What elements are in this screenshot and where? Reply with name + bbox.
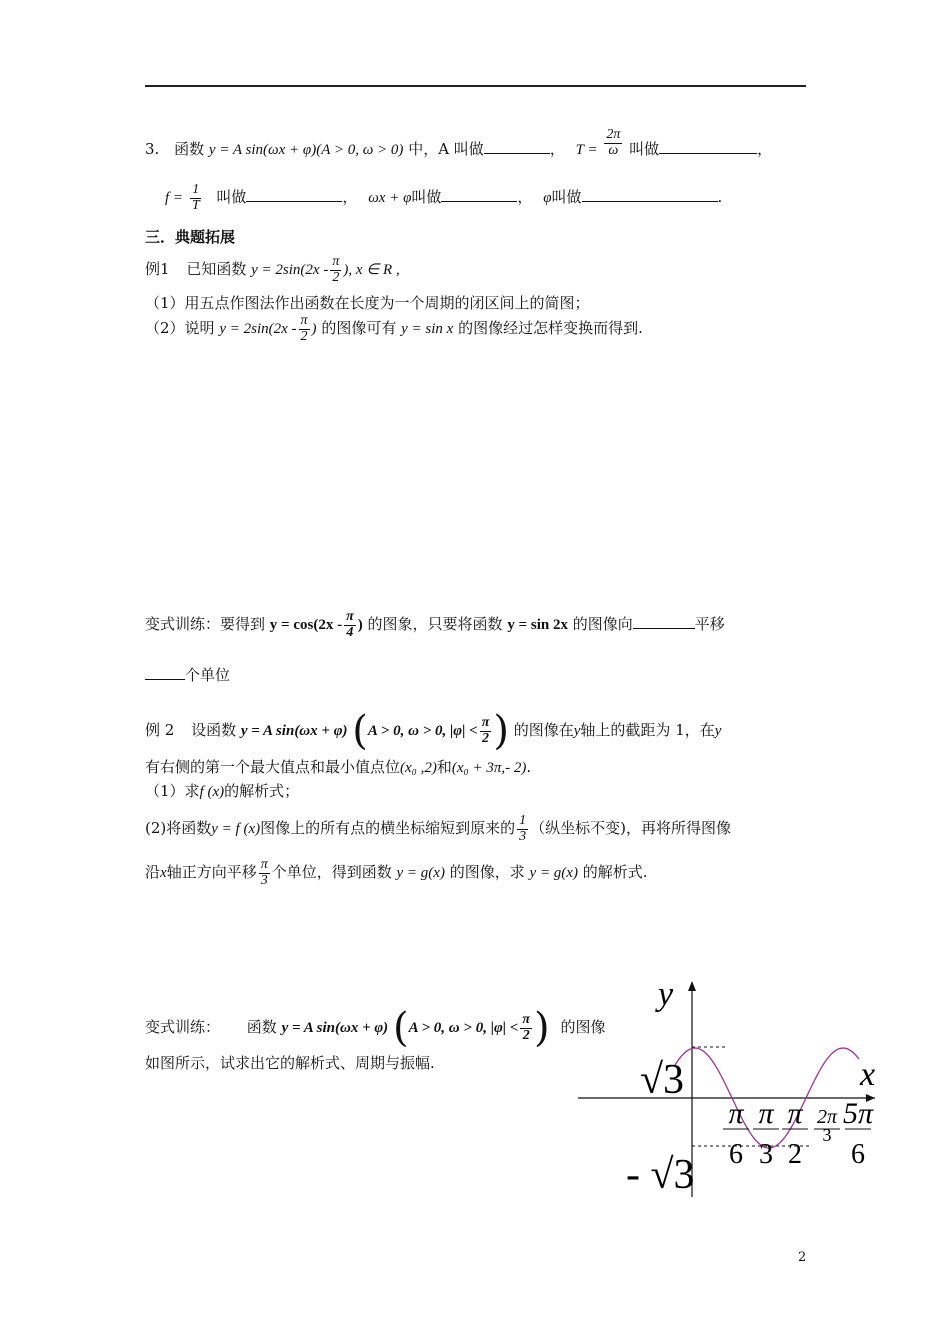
example-text: 和 xyxy=(436,758,452,776)
example-text: 已知函数 xyxy=(186,260,247,279)
q3-text: ， xyxy=(549,140,565,158)
pi-over-2-fraction xyxy=(299,314,310,344)
part-text: 的图像经过怎样变换而得到. xyxy=(458,319,643,338)
part2-formula: y = 2sin(2x - xyxy=(219,321,297,338)
example-text: 轴上的截距为 1，在 xyxy=(580,721,715,739)
phi-symbol: φ xyxy=(543,190,552,207)
tick-denominator: 3 xyxy=(759,1139,773,1170)
example1-part2 xyxy=(145,314,643,344)
left-paren: ( xyxy=(392,1005,409,1051)
phase-formula: ωx + φ xyxy=(368,190,412,207)
variant1-line1 xyxy=(145,610,725,640)
example2-part2 xyxy=(145,814,731,844)
part-text: （1）求 xyxy=(145,782,200,800)
q3-text: ， xyxy=(517,188,533,207)
example2-formula: y = A sin(ωx + φ) xyxy=(240,723,348,739)
variant-text: 函数 xyxy=(246,1018,277,1036)
right-paren: ) xyxy=(534,1005,550,1051)
part-text: 图像上的所有点的横坐标缩短到原来的 xyxy=(260,819,516,838)
frac-numerator: π xyxy=(522,1011,531,1027)
variant-text: 的图像 xyxy=(560,1018,606,1036)
T-equation: T = xyxy=(575,142,598,158)
x-symbol: x xyxy=(160,865,167,882)
pi-over-3-fraction xyxy=(259,858,270,888)
example1-formula: y = 2sin(2x - xyxy=(251,262,329,279)
variant2-formula: y = A sin(ωx + φ) xyxy=(281,1020,389,1036)
part-text: （2）说明 xyxy=(145,319,215,338)
answer-blank[interactable] xyxy=(484,139,550,154)
example-text: 有右侧的第一个最大值点和最小值点位 xyxy=(145,758,401,776)
frac-numerator: 1 xyxy=(519,813,527,828)
tick-numerator: π xyxy=(728,1097,744,1130)
sin-formula: y = sin x xyxy=(401,321,454,338)
variant2-line2: 如图所示，试求出它的解析式、周期与振幅. xyxy=(145,1054,435,1072)
part-text: 个单位，得到函数 xyxy=(271,863,392,882)
frac-denominator: T xyxy=(191,197,200,213)
frac-denominator: 3 xyxy=(519,828,527,844)
sqrt3-label: √3 xyxy=(640,1057,685,1103)
y-axis-label: y xyxy=(658,976,674,1013)
frac-numerator: π xyxy=(481,714,490,730)
q3-formula: y = A sin(ωx + φ)(A > 0, ω > 0) xyxy=(208,142,404,158)
y-symbol: y xyxy=(714,723,722,739)
cos-formula-tail: ) xyxy=(357,617,363,634)
frac-denominator: 2 xyxy=(332,269,340,285)
f-equation: f = xyxy=(165,190,184,207)
part-text: 的图像可有 xyxy=(321,319,397,338)
example1-part1: （1）用五点作图法作出函数在长度为一个周期的闭区间上的简图； xyxy=(145,294,590,312)
frac-numerator: π xyxy=(300,313,308,328)
variant-text: 的图象，只要将函数 xyxy=(367,615,503,634)
example1-statement xyxy=(145,255,400,285)
f-of-x: y = f (x) xyxy=(211,821,261,838)
q3-line2 xyxy=(165,183,722,213)
frac-numerator: π xyxy=(260,857,268,872)
tick-numerator: π xyxy=(787,1097,803,1130)
frac-numerator: π xyxy=(332,254,340,269)
variant-text: 变式训练：要得到 xyxy=(145,615,266,634)
right-paren: ) xyxy=(493,708,509,754)
answer-blank[interactable] xyxy=(633,614,695,629)
example-text: 设函数 xyxy=(191,721,237,739)
variant2-line1 xyxy=(145,1005,605,1051)
one-third-fraction xyxy=(517,814,528,844)
frac-numerator: 1 xyxy=(192,182,200,197)
min-point: (x₀ + 3π,- 2) xyxy=(451,760,527,776)
neg-sqrt3-label: - √3 xyxy=(626,1152,695,1198)
q3-text: 叫做 xyxy=(551,188,582,207)
answer-blank[interactable] xyxy=(246,187,342,202)
q3-text: 函数 xyxy=(174,140,205,158)
q3-text: . xyxy=(717,188,723,207)
tick-numerator: 2π xyxy=(816,1106,838,1128)
part2-formula-tail: ) xyxy=(311,321,317,338)
q3-text: ， xyxy=(757,140,773,158)
page-number: 2 xyxy=(798,1250,807,1265)
pi-over-4-fraction xyxy=(344,610,356,640)
q3-text: ， xyxy=(342,188,358,207)
g-of-x: y = g(x) xyxy=(396,865,445,882)
tick-numerator: 5π xyxy=(842,1097,874,1130)
part-text: 轴正方向平移 xyxy=(166,863,257,882)
pi-over-2-fraction xyxy=(330,255,341,285)
x-axis-label: x xyxy=(860,1056,876,1093)
example2-line5 xyxy=(145,858,648,888)
tick-numerator: π xyxy=(758,1097,774,1130)
frac-numerator: 2π xyxy=(606,126,621,142)
example-text: . xyxy=(526,758,532,776)
part-text: 的解析式； xyxy=(224,782,300,800)
frac-denominator: ω xyxy=(608,142,619,158)
header-rule xyxy=(145,85,806,87)
variant-text: 个单位 xyxy=(185,666,231,684)
answer-blank[interactable] xyxy=(582,187,718,202)
example1-formula-tail: ), x ∈ R , xyxy=(343,262,400,279)
q3-text: 中，A 叫做 xyxy=(408,140,484,158)
example-text: 的图像在 xyxy=(513,721,574,739)
frac-denominator: 3 xyxy=(260,872,268,888)
pi-over-2-fraction xyxy=(480,716,492,746)
sin2x-formula: y = sin 2x xyxy=(507,617,568,634)
frac-denominator: 2 xyxy=(522,1027,530,1043)
frac-denominator: 4 xyxy=(346,624,354,640)
frac-denominator: 2 xyxy=(300,328,308,344)
part-text: 的解析式. xyxy=(582,863,648,882)
T-fraction xyxy=(604,128,622,158)
f-of-x: f (x) xyxy=(199,784,225,800)
tick-denominator: 3 xyxy=(822,1125,832,1145)
x-ticks xyxy=(723,1097,874,1170)
part-text: (2)将函数 xyxy=(145,819,212,838)
f-fraction xyxy=(190,183,202,213)
q3-text: 叫做 xyxy=(629,140,660,158)
pi-over-2-fraction xyxy=(520,1013,532,1043)
variant-text: 的图像向 xyxy=(572,615,633,634)
section-title: 三．典题拓展 xyxy=(145,228,236,246)
answer-blank[interactable] xyxy=(145,665,185,680)
q3-text: 叫做 xyxy=(216,188,247,207)
example2-line1 xyxy=(145,708,721,754)
example2-condition: A > 0, ω > 0, |φ| < xyxy=(367,723,478,739)
variant-text: 平移 xyxy=(694,615,725,634)
cos-formula: y = cos(2x - xyxy=(269,617,343,634)
sine-graph xyxy=(570,975,890,1205)
variant-text: 变式训练： xyxy=(145,1018,221,1036)
tick-denominator: 6 xyxy=(851,1139,865,1170)
left-paren: ( xyxy=(352,708,368,754)
q3-number: 3. xyxy=(145,140,160,158)
part-text: 的图像，求 xyxy=(449,863,525,882)
frac-numerator: π xyxy=(346,609,354,624)
example2-line2 xyxy=(145,756,531,777)
y-axis-arrow xyxy=(688,981,696,991)
variant1-line2 xyxy=(145,664,230,685)
max-point: (x₀ ,2) xyxy=(400,760,437,776)
y-symbol: y xyxy=(573,723,581,739)
example-label: 例1 xyxy=(145,260,170,279)
g-of-x: y = g(x) xyxy=(529,865,578,882)
part-text: （纵坐标不变)，再将所得图像 xyxy=(530,819,731,838)
answer-blank[interactable] xyxy=(659,139,757,154)
variant2-condition: A > 0, ω > 0, |φ| < xyxy=(408,1020,519,1036)
example2-part1 xyxy=(145,780,299,801)
frac-denominator: 2 xyxy=(482,730,490,746)
part-text: 沿 xyxy=(145,863,161,882)
tick-denominator: 6 xyxy=(729,1139,743,1170)
q3-text: 叫做 xyxy=(411,188,442,207)
tick-denominator: 2 xyxy=(788,1139,802,1170)
answer-blank[interactable] xyxy=(441,187,517,202)
example-label: 例 2 xyxy=(145,721,175,739)
